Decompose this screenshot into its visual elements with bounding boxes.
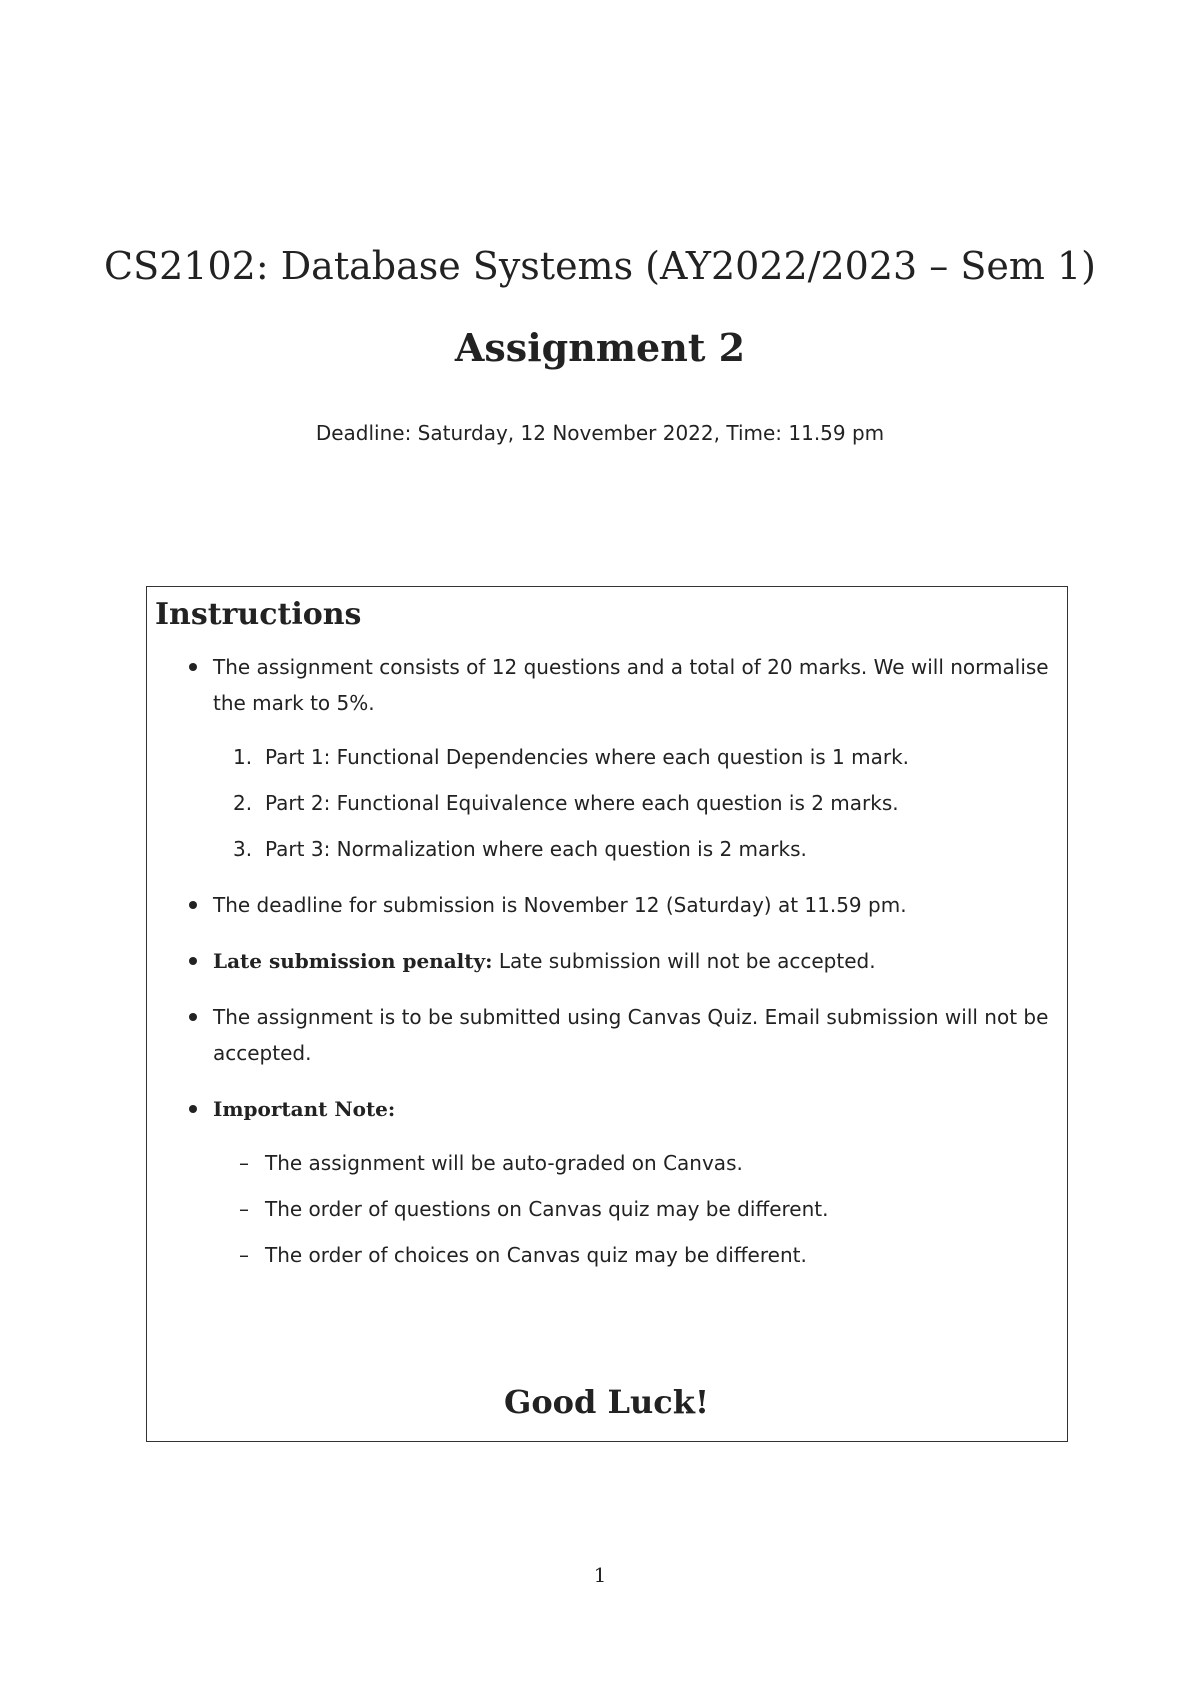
notes-list: [213, 1145, 1063, 1273]
list-item: [213, 1191, 1063, 1227]
dash-icon: –: [239, 1197, 249, 1221]
list-item: [187, 649, 1063, 867]
closing-text: Good Luck!: [504, 1383, 709, 1421]
bullet-icon: [189, 663, 197, 671]
list-item: [213, 831, 1063, 867]
dash-icon: –: [239, 1151, 249, 1175]
bullet-icon: [189, 1013, 197, 1021]
list-item: [187, 999, 1063, 1071]
item-number: 1.: [233, 745, 253, 769]
list-item: [213, 1145, 1063, 1181]
item-number: 3.: [233, 837, 253, 861]
note-text: The order of choices on Canvas quiz may be different.: [265, 1243, 807, 1267]
dash-icon: –: [239, 1243, 249, 1267]
instructions-box: [146, 586, 1068, 1442]
list-item: [213, 785, 1063, 821]
list-item: [187, 887, 1063, 923]
assignment-title: Assignment 2: [454, 325, 746, 370]
bullet-icon: [189, 957, 197, 965]
bullet-text: The deadline for submission is November 12 (Saturday) at 11.59 pm.: [213, 893, 907, 917]
part-text: Part 1: Functional Dependencies where each question is 1 mark.: [265, 745, 910, 769]
part-text: Part 3: Normalization where each question is 2 marks.: [265, 837, 807, 861]
bullet-lead: Late submission penalty:: [213, 949, 493, 973]
list-item: [213, 1237, 1063, 1273]
bullet-icon: [189, 901, 197, 909]
instructions-heading: Instructions: [155, 597, 362, 632]
page-number: 1: [593, 1563, 607, 1587]
parts-list: [213, 739, 1063, 867]
bullet-text: The assignment consists of 12 questions and a total of 20 marks. We will normalise the mark to 5%.: [213, 655, 1049, 715]
part-text: Part 2: Functional Equivalence where each question is 2 marks.: [265, 791, 899, 815]
list-item: [187, 943, 1063, 979]
note-text: The order of questions on Canvas quiz may be different.: [265, 1197, 829, 1221]
list-item: [213, 739, 1063, 775]
deadline-text: Deadline: Saturday, 12 November 2022, Time: 11.59 pm: [315, 421, 885, 445]
bullet-text: The assignment is to be submitted using Canvas Quiz. Email submission will not be accepted.: [213, 1005, 1049, 1065]
list-item: [187, 1091, 1063, 1273]
bullet-icon: [189, 1105, 197, 1113]
note-text: The assignment will be auto-graded on Canvas.: [265, 1151, 743, 1175]
instructions-list: [187, 649, 1063, 1293]
bullet-lead: Important Note:: [213, 1097, 396, 1121]
item-number: 2.: [233, 791, 253, 815]
bullet-text: Late submission will not be accepted.: [492, 949, 876, 973]
course-title: CS2102: Database Systems (AY2022/2023 – Sem 1): [104, 244, 1096, 288]
